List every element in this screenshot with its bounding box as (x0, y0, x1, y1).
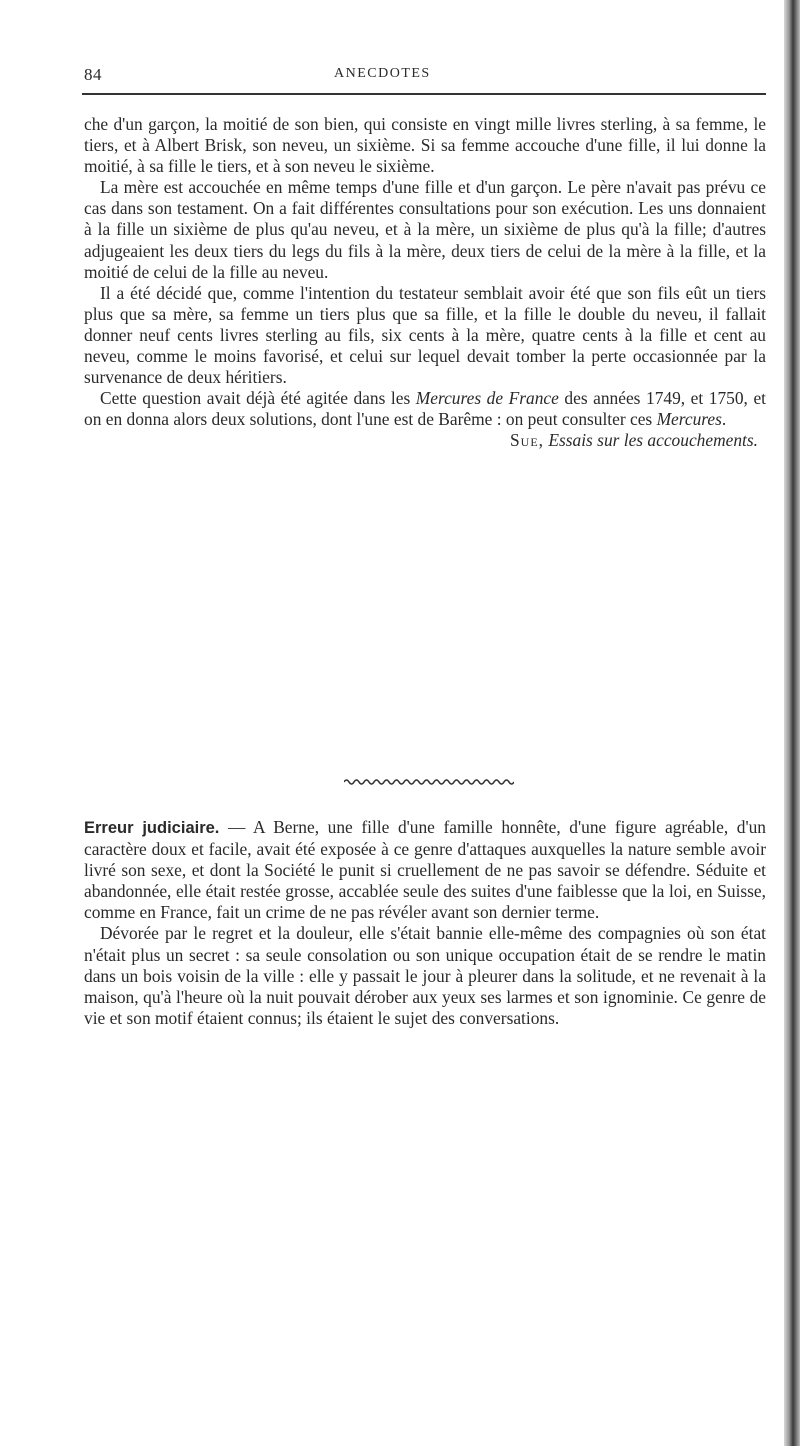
mercures-text-1: Cette question avait déjà été agitée dans les (100, 388, 416, 409)
paragraph-twins: La mère est accouchée en même temps d'une fille et d'un garçon. Le père n'avait pas prévu ce cas dans son testament. On a fait différentes consultations pour son exécution. Les uns donnaient à la fille un sixième de plus qu'au neveu, et à la mère, un sixième de plus qu'à la fille; d'autres adjugeaient les deux tiers du legs du fils à la mère, deux tiers de celui de la mère à la fille, et la moitié de celui de la fille au neveu. (84, 177, 766, 282)
wavy-divider-ornament (344, 778, 514, 786)
citation-author: Sue, (510, 430, 545, 451)
page-edge-shadow (784, 0, 800, 1446)
mercures-title-2: Mercures (656, 409, 722, 430)
mercures-text-2: des années 1749, et 1750, et on en donna alors deux solutions, dont l'une est de Barême : on peut consulter ces (84, 388, 767, 430)
paragraph-continuation: che d'un garçon, la moitié de son bien, qui consiste en vingt mille livres sterling, à sa femme, le tiers, et à Albert Brisk, son neveu, un sixième. Si sa femme accouche d'une fille, il lui donne la moitié, à sa fille le tiers, et à son neveu le sixième. (84, 114, 766, 177)
page-number: 84 (84, 65, 102, 84)
mercures-title-1: Mercures de France (415, 388, 559, 409)
page-header (84, 65, 774, 87)
header-rule (82, 93, 766, 95)
entry-paragraph-second: Dévorée par le regret et la douleur, elle s'était bannie elle-même des compagnies où son état n'était plus un secret : sa seule consolation ou son unique occupation était de se rendre le matin dans un bois voisin de la ville : elle y passait le jour à pleurer dans la solitude, et ne revenait à la maison, qu'à l'heure où la nuit pouvait dérober aux yeux ses larmes et son ignominie. Ce genre de vie et son motif étaient connus; ils étaient le sujet des conversations. (84, 923, 766, 1028)
source-citation (84, 430, 766, 451)
entry-paragraph-first (84, 817, 766, 923)
paragraph-mercures (84, 388, 766, 430)
running-head: ANECDOTES (334, 66, 431, 81)
paragraph-decision: Il a été décidé que, comme l'intention du testateur semblait avoir été que son fils eût un tiers plus que sa mère, sa femme un tiers plus que sa fille, et la fille le double du neveu, il fallait donner neuf cents livres sterling au fils, six cents à la mère, quatre cents à la fille et cent au neveu, comme le moins favorisé, et celui sur lequel devait tomber la perte occasionnée par la survenance de deux héritiers. (84, 282, 766, 388)
citation-work: Essais sur les accouchements. (548, 430, 758, 451)
entry-heading: Erreur judiciaire. (84, 819, 220, 837)
entry-text: — A Berne, une fille d'une famille honnête, d'une figure agréable, d'un caractère doux et facile, avait été exposée à ce genre d'attaques auxquelles la nature semble avoir livré son sexe, et dont la Société le punit si cruellement de ne pas savoir se défendre. Séduite et abandonnée, elle était restée grosse, accablée seule des suites d'une faiblesse que la loi, en Suisse, comme en France, fait un crime de ne pas révéler avant son dernier terme. (84, 817, 766, 923)
testament-section (84, 114, 766, 452)
erreur-judiciaire-section (84, 817, 766, 1029)
mercures-text-3: . (721, 409, 727, 430)
